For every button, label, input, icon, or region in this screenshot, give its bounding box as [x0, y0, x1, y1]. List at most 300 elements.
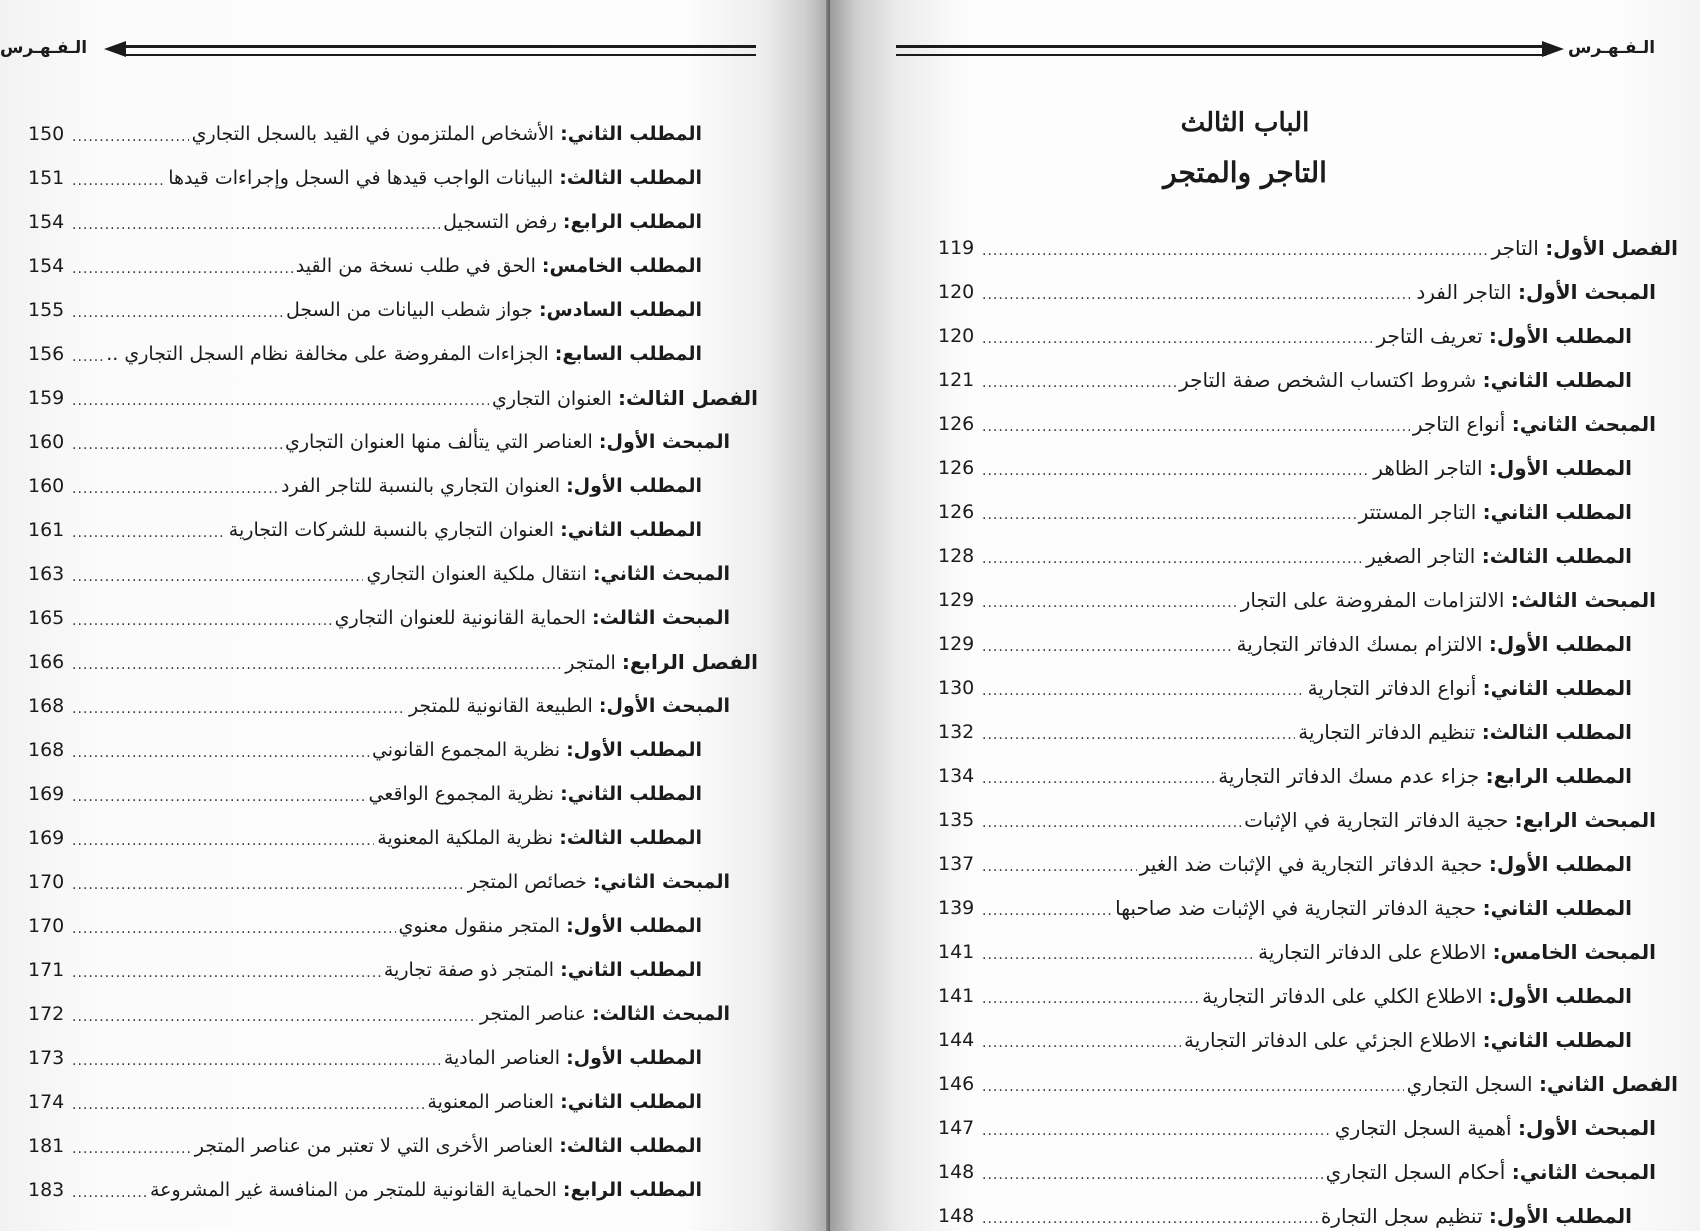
toc-entry-title	[1318, 1204, 1632, 1228]
toc-entry-label: المبحث الأول:	[1517, 1116, 1656, 1140]
toc-entry	[28, 904, 758, 948]
toc-entry-row	[938, 930, 1656, 974]
toc-entry-text: التاجر الصغير	[1366, 544, 1482, 568]
toc-entry-title	[226, 519, 702, 541]
toc-entry-text: المتجر ذو صفة تجارية	[383, 959, 561, 981]
toc-entry-label: الفصل الرابع:	[621, 650, 758, 674]
toc-entry-text: أحكام السجل التجاري	[1325, 1160, 1512, 1184]
toc-entry-title	[365, 783, 702, 805]
toc-entry-text: نظرية المجموع القانوني	[371, 739, 567, 761]
toc-entry-row	[28, 288, 702, 332]
toc-page-number: 150	[28, 123, 65, 145]
toc-entry-row	[938, 754, 1632, 798]
dot-leader	[72, 569, 363, 585]
dot-leader	[72, 1009, 477, 1025]
toc-entry-label: الفصل الأول:	[1545, 236, 1678, 260]
dot-leader	[982, 287, 1413, 303]
toc-page-number: 128	[938, 545, 975, 567]
toc-entry-label: المطلب الأول:	[1488, 456, 1632, 480]
toc-page-number: 146	[938, 1073, 975, 1095]
toc-entry-text: رفض التسجيل	[443, 211, 563, 233]
toc-entry-row	[28, 1124, 702, 1168]
toc-entry-row	[938, 270, 1656, 314]
toc-page-number: 172	[28, 1003, 65, 1025]
toc-entry	[938, 270, 1678, 314]
toc-entry-label: المبحث الأول:	[1517, 280, 1656, 304]
toc-entry-row	[28, 860, 730, 904]
toc-page-number: 139	[938, 897, 975, 919]
toc-entry-title	[1410, 412, 1656, 436]
toc-entry-text: شروط اكتساب الشخص صفة التاجر	[1179, 368, 1483, 392]
toc-page-number: 141	[938, 941, 975, 963]
right-page	[830, 0, 1700, 1231]
dot-leader	[72, 349, 103, 365]
toc-entry-title	[441, 1047, 702, 1069]
toc-page-number: 148	[938, 1161, 975, 1183]
toc-entry-text: الأشخاص الملتزمون في القيد بالسجل التجاري	[191, 123, 561, 145]
toc-entry-title	[332, 607, 730, 629]
toc-entry-title	[1404, 1072, 1678, 1096]
toc-entry	[938, 534, 1678, 578]
toc-entry-label: الفصل الثاني:	[1538, 1072, 1678, 1096]
toc-entry-label: المطلب الرابع:	[1485, 764, 1632, 788]
toc-entry-label: المطلب الأول:	[1488, 1204, 1632, 1228]
toc-entry	[938, 578, 1678, 622]
dot-leader	[72, 173, 165, 189]
dot-leader	[982, 947, 1255, 963]
toc-entry-label: المطلب الثاني:	[560, 123, 702, 145]
toc-entry-text: حجية الدفاتر التجارية في الإثبات ضد صاحبها	[1115, 896, 1483, 920]
dot-leader	[72, 261, 293, 277]
toc-entry-text: السجل التجاري	[1406, 1072, 1539, 1096]
toc-page-number: 181	[28, 1135, 65, 1157]
toc-entry-title	[1489, 236, 1678, 260]
dot-leader	[72, 877, 465, 893]
right-header-title: الـفـهـرس	[1568, 38, 1656, 58]
toc-entry-row	[28, 464, 702, 508]
toc-page-number: 170	[28, 915, 65, 937]
toc-page-number: 126	[938, 501, 975, 523]
dot-leader	[72, 833, 374, 849]
toc-entry-text: البيانات الواجب قيدها في السجل وإجراءات قيدها	[168, 167, 560, 189]
dot-leader	[72, 745, 369, 761]
toc-entry-text: جواز شطب البيانات من السجل	[285, 299, 539, 321]
dot-leader	[982, 419, 1410, 435]
toc-entry-text: التاجر المستتر	[1358, 500, 1483, 524]
toc-entry-row	[28, 596, 730, 640]
dot-leader	[982, 903, 1112, 919]
dot-leader	[72, 965, 381, 981]
toc-entry-title	[369, 739, 702, 761]
toc-entry-row	[938, 358, 1632, 402]
toc-entry-title	[1255, 940, 1656, 964]
toc-entry-text: العنوان التجاري بالنسبة للشركات التجارية	[228, 519, 561, 541]
toc-entry-row	[938, 710, 1632, 754]
toc-entry-row	[28, 244, 702, 288]
toc-entry	[28, 948, 758, 992]
toc-entry-row	[28, 112, 702, 156]
toc-page-number: 121	[938, 369, 975, 391]
toc-entry	[28, 992, 758, 1036]
toc-entry-label: المبحث الثاني:	[1511, 412, 1656, 436]
toc-entry	[28, 860, 758, 904]
toc-entry	[28, 244, 758, 288]
toc-entry-row	[938, 666, 1632, 710]
toc-entry-text: أنواع التاجر	[1412, 412, 1512, 436]
toc-entry-title	[1363, 544, 1632, 568]
toc-entry-row	[938, 446, 1632, 490]
toc-entry-label: المبحث الأول:	[598, 431, 730, 453]
dot-leader	[982, 551, 1363, 567]
part-subtitle: التاجر والمتجر	[1163, 156, 1327, 189]
toc-entry	[28, 112, 758, 156]
toc-entry-label: المبحث الثاني:	[1511, 1160, 1656, 1184]
toc-entry-text: حجية الدفاتر التجارية في الإثبات ضد الغير	[1139, 852, 1489, 876]
toc-entry-row	[28, 684, 730, 728]
toc-entry-title	[1413, 280, 1656, 304]
dot-leader	[982, 243, 1489, 259]
toc-entry-text: أنواع الدفاتر التجارية	[1307, 676, 1483, 700]
toc-page-number: 156	[28, 343, 65, 365]
toc-page-number: 163	[28, 563, 65, 585]
toc-entry-title	[1234, 632, 1632, 656]
toc-entry-title	[1323, 1160, 1656, 1184]
dot-leader	[72, 437, 282, 453]
dot-leader	[72, 1097, 424, 1113]
toc-page-number: 144	[938, 1029, 975, 1051]
toc-entry-label: المبحث الثالث:	[592, 607, 730, 629]
toc-entry-title	[1373, 324, 1632, 348]
dot-leader	[72, 481, 278, 497]
toc-entry-label: المطلب الثاني:	[560, 783, 702, 805]
toc-entry	[938, 974, 1678, 1018]
toc-entry-row	[28, 508, 702, 552]
toc-entry-text: الاطلاع الجزئي على الدفاتر التجارية	[1184, 1028, 1483, 1052]
toc-entry-title	[1176, 368, 1632, 392]
toc-entry	[938, 798, 1678, 842]
toc-page-number: 132	[938, 721, 975, 743]
toc-entry	[28, 288, 758, 332]
toc-page-number: 160	[28, 475, 65, 497]
toc-entry-row	[28, 156, 702, 200]
toc-entry-title	[1241, 808, 1656, 832]
toc-entry	[938, 358, 1678, 402]
toc-entry-label: المبحث الخامس:	[1492, 940, 1656, 964]
toc-entry-title	[440, 211, 702, 233]
toc-entry-row	[28, 948, 702, 992]
header-arrow-icon	[1542, 41, 1564, 57]
toc-entry	[28, 684, 758, 728]
toc-entry	[28, 552, 758, 596]
toc-entry-title	[406, 695, 730, 717]
toc-entry-label: المطلب الأول:	[1488, 984, 1632, 1008]
toc-entry-text: حجية الدفاتر التجارية في الإثبات	[1244, 808, 1515, 832]
toc-entry	[938, 402, 1678, 446]
toc-entry-label: المطلب الأول:	[566, 475, 702, 497]
dot-leader	[982, 815, 1241, 831]
toc-entry-text: العناصر التي يتألف منها العنوان التجاري	[284, 431, 599, 453]
toc-page-number: 165	[28, 607, 65, 629]
toc-entry-label: المطلب الثاني:	[560, 519, 702, 541]
dot-leader	[982, 1035, 1181, 1051]
toc-entry-title	[374, 827, 702, 849]
toc-entry-title	[424, 1091, 702, 1113]
toc-entry-text: تنظيم سجل التجارة	[1320, 1204, 1489, 1228]
toc-entry	[938, 1062, 1678, 1106]
toc-entry-title	[489, 386, 758, 410]
toc-entry-row	[28, 332, 702, 376]
toc-entry-label: المبحث الثالث:	[592, 1003, 730, 1025]
toc-entry-text: عناصر المتجر	[479, 1003, 593, 1025]
toc-entry-row	[28, 816, 702, 860]
toc-entry-label: المطلب الأول:	[1488, 324, 1632, 348]
dot-leader	[72, 525, 226, 541]
toc-entry-title	[1295, 720, 1632, 744]
toc-entry-label: المطلب الثاني:	[1482, 500, 1632, 524]
toc-page-number: 148	[938, 1205, 975, 1227]
toc-page-number: 169	[28, 827, 65, 849]
toc-page-number: 154	[28, 255, 65, 277]
toc-entry	[938, 1150, 1678, 1194]
dot-leader	[72, 613, 332, 629]
toc-entry-title	[293, 255, 702, 277]
toc-entry	[938, 666, 1678, 710]
dot-leader	[982, 727, 1295, 743]
toc-entry-text: تنظيم الدفاتر التجارية	[1298, 720, 1482, 744]
toc-entry-label: المطلب الأول:	[1488, 852, 1632, 876]
toc-page-number: 168	[28, 695, 65, 717]
toc-entry	[938, 842, 1678, 886]
toc-entry-label: المطلب الثاني:	[1482, 676, 1632, 700]
toc-entry-row	[28, 1168, 702, 1212]
toc-entry-row	[938, 974, 1632, 1018]
toc-entry-row	[28, 992, 730, 1036]
toc-entry-label: الفصل الثالث:	[618, 386, 758, 410]
toc-page-number: 173	[28, 1047, 65, 1069]
toc-entry-title	[192, 1135, 702, 1157]
toc-entry	[938, 1194, 1678, 1231]
toc-entry-row	[28, 1036, 702, 1080]
toc-entry-row	[28, 772, 702, 816]
dot-leader	[72, 393, 489, 409]
toc-entry	[28, 1168, 758, 1212]
toc-entry-title	[381, 959, 702, 981]
toc-entry	[28, 596, 758, 640]
dot-leader	[982, 463, 1370, 479]
toc-entry-row	[28, 904, 702, 948]
dot-leader	[982, 375, 1176, 391]
toc-page-number: 141	[938, 985, 975, 1007]
toc-page-number: 151	[28, 167, 65, 189]
toc-entry-text: العنوان التجاري	[492, 388, 618, 410]
toc-page-number: 126	[938, 457, 975, 479]
toc-entry-text: نظرية الملكية المعنوية	[377, 827, 560, 849]
toc-entry-label: المطلب الخامس:	[541, 255, 702, 277]
toc-entry-text: الاطلاع على الدفاتر التجارية	[1258, 940, 1493, 964]
toc-entry-row	[938, 1150, 1656, 1194]
toc-entry-label: المطلب الرابع:	[562, 211, 702, 233]
left-header-title: الـفـهـرس	[0, 38, 88, 58]
toc-entry	[28, 332, 758, 376]
toc-entry-text: الالتزامات المفروضة على التجار	[1240, 588, 1511, 612]
toc-entry	[938, 754, 1678, 798]
toc-entry-title	[1181, 1028, 1632, 1052]
dot-leader	[982, 683, 1305, 699]
toc-page-number: 129	[938, 633, 975, 655]
toc-entry-text: المتجر منقول معنوي	[398, 915, 567, 937]
toc-entry	[938, 314, 1678, 358]
toc-entry-text: العناصر المعنوية	[427, 1091, 561, 1113]
toc-page-number: 161	[28, 519, 65, 541]
toc-entry-text: انتقال ملكية العنوان التجاري	[366, 563, 593, 585]
toc-page-number: 137	[938, 853, 975, 875]
toc-entry-title	[562, 650, 758, 674]
toc-entry	[28, 728, 758, 772]
toc-entry-row	[938, 1018, 1632, 1062]
toc-entry-label: المطلب الثالث:	[559, 827, 702, 849]
dot-leader	[72, 921, 396, 937]
toc-entry-row	[938, 402, 1656, 446]
left-toc-list	[28, 112, 758, 1212]
toc-entry-title	[1199, 984, 1632, 1008]
toc-entry-title	[1215, 764, 1632, 788]
dot-leader	[982, 1123, 1332, 1139]
toc-entry-title	[103, 343, 702, 365]
toc-entry-text: الطبيعة القانونية للمتجر	[408, 695, 599, 717]
toc-entry-row	[28, 728, 702, 772]
toc-entry	[28, 816, 758, 860]
toc-entry-row	[28, 376, 758, 420]
part-title: الباب الثالث	[1180, 108, 1310, 138]
toc-entry-row	[938, 842, 1632, 886]
toc-entry	[938, 622, 1678, 666]
toc-entry	[938, 446, 1678, 490]
toc-entry-text: الحق في طلب نسخة من القيد	[295, 255, 542, 277]
toc-entry-text: الحماية القانونية للعنوان التجاري	[334, 607, 593, 629]
dot-leader	[72, 1053, 441, 1069]
toc-entry-label: المطلب الرابع:	[562, 1179, 702, 1201]
toc-page-number: 171	[28, 959, 65, 981]
dot-leader	[72, 1185, 147, 1201]
toc-entry-row	[28, 640, 758, 684]
dot-leader	[982, 1167, 1323, 1183]
toc-entry	[28, 376, 758, 420]
dot-leader	[72, 789, 365, 805]
toc-entry-text: الحماية القانونية للمتجر من المنافسة غير المشروعة	[149, 1179, 563, 1201]
toc-entry-label: المطلب الأول:	[1488, 632, 1632, 656]
dot-leader	[982, 859, 1137, 875]
toc-entry-row	[28, 1080, 702, 1124]
toc-entry-title	[477, 1003, 730, 1025]
toc-page-number: 160	[28, 431, 65, 453]
toc-entry-text: العناصر الأخرى التي لا تعتبر من عناصر المتجر	[194, 1135, 560, 1157]
toc-entry-label: المطلب السادس:	[538, 299, 702, 321]
toc-page-number: 130	[938, 677, 975, 699]
toc-entry-row	[28, 200, 702, 244]
toc-page-number: 169	[28, 783, 65, 805]
toc-entry	[28, 772, 758, 816]
toc-entry-row	[938, 314, 1632, 358]
dot-leader	[982, 771, 1215, 787]
toc-entry	[28, 156, 758, 200]
toc-entry	[938, 930, 1678, 974]
toc-entry-row	[938, 1106, 1656, 1150]
toc-page-number: 147	[938, 1117, 975, 1139]
toc-page-number: 155	[28, 299, 65, 321]
dot-leader	[72, 217, 440, 233]
dot-leader	[72, 1141, 192, 1157]
toc-entry-title	[1370, 456, 1632, 480]
toc-entry	[28, 508, 758, 552]
toc-entry-title	[396, 915, 703, 937]
right-toc-list	[938, 226, 1678, 1231]
toc-entry-label: المطلب الثاني:	[1482, 896, 1632, 920]
toc-entry	[28, 1124, 758, 1168]
toc-entry-label: المبحث الأول:	[598, 695, 730, 717]
toc-page-number: 129	[938, 589, 975, 611]
toc-entry	[938, 226, 1678, 270]
toc-page-number: 119	[938, 237, 975, 259]
toc-entry-row	[938, 534, 1632, 578]
toc-entry	[938, 1018, 1678, 1062]
toc-entry-title	[278, 475, 702, 497]
toc-entry	[28, 200, 758, 244]
dot-leader	[72, 129, 189, 145]
dot-leader	[982, 991, 1199, 1007]
toc-page-number: 134	[938, 765, 975, 787]
toc-entry-label: المبحث الرابع:	[1514, 808, 1656, 832]
toc-entry-text: التاجر الظاهر	[1373, 456, 1489, 480]
toc-entry-label: المطلب الثالث:	[559, 1135, 702, 1157]
dot-leader	[72, 657, 562, 673]
toc-entry-text: العنوان التجاري بالنسبة للتاجر الفرد	[281, 475, 567, 497]
toc-entry	[938, 886, 1678, 930]
toc-entry-row	[938, 490, 1632, 534]
toc-entry-row	[938, 1194, 1632, 1231]
toc-entry-title	[189, 123, 702, 145]
toc-entry-label: المطلب الثالث:	[1481, 720, 1632, 744]
toc-entry-row	[28, 552, 730, 596]
toc-entry-title	[1356, 500, 1632, 524]
toc-entry-label: المطلب الثالث:	[559, 167, 702, 189]
dot-leader	[982, 595, 1238, 611]
dot-leader	[982, 331, 1373, 347]
toc-page-number: 166	[28, 651, 65, 673]
toc-entry	[28, 1080, 758, 1124]
toc-entry-label: المبحث الثالث:	[1510, 588, 1656, 612]
toc-entry	[28, 640, 758, 684]
dot-leader	[982, 1211, 1318, 1227]
toc-entry-title	[147, 1179, 702, 1201]
header-rule	[896, 45, 1546, 56]
toc-page-number: 120	[938, 325, 975, 347]
toc-entry-row	[938, 1062, 1678, 1106]
toc-entry-row	[938, 622, 1632, 666]
toc-entry	[28, 420, 758, 464]
toc-page-number: 159	[28, 387, 65, 409]
toc-page-number: 154	[28, 211, 65, 233]
dot-leader	[72, 305, 283, 321]
toc-entry-label: المطلب الثاني:	[1482, 1028, 1632, 1052]
toc-entry-title	[165, 167, 702, 189]
toc-entry-label: المطلب الأول:	[566, 1047, 702, 1069]
toc-entry-text: نظرية المجموع الواقعي	[368, 783, 561, 805]
toc-entry-row	[28, 420, 730, 464]
toc-entry-label: المطلب الأول:	[566, 739, 702, 761]
toc-entry	[28, 464, 758, 508]
toc-page-number: 183	[28, 1179, 65, 1201]
toc-entry-title	[363, 563, 730, 585]
